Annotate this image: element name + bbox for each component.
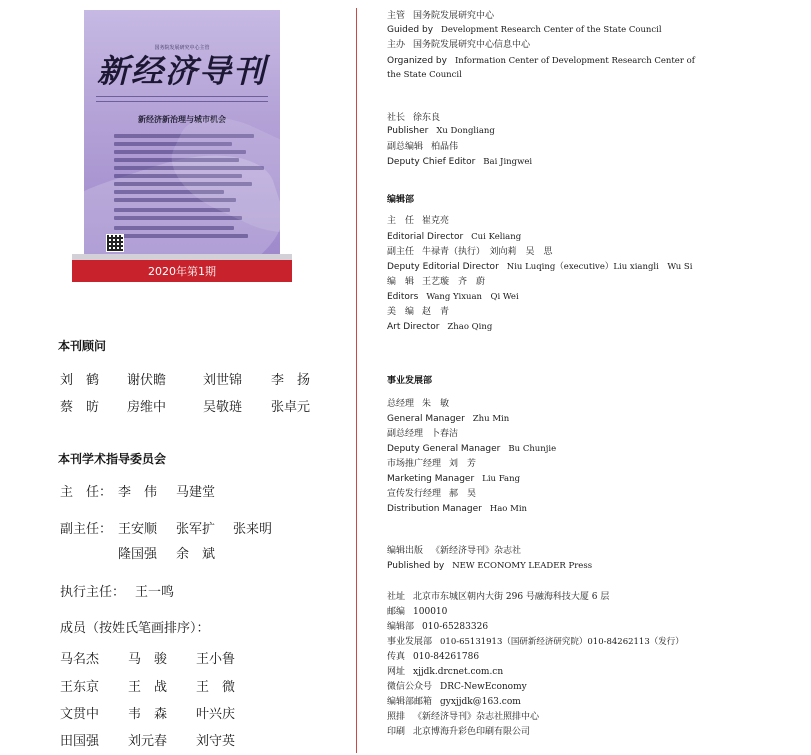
editors-cn-line: [387, 277, 485, 288]
editor-tel-line: [387, 622, 488, 633]
email-line: [387, 697, 521, 708]
cover-sponsor: 国务院发展研究中心主管: [154, 45, 210, 51]
member-name: 王东京: [60, 680, 100, 695]
cover-contents-lines: [114, 134, 274, 242]
fax-label: 传真: [387, 652, 406, 662]
committee-deputy-name: 王安顺: [118, 522, 158, 537]
advisor-name: 李 扬: [271, 373, 311, 388]
art-cn-line: [387, 307, 449, 318]
org-cn-label: 主办: [387, 40, 406, 50]
committee-director-name: 李 伟: [118, 485, 158, 500]
email-value[interactable]: gyxjjdk@163.com: [440, 697, 521, 707]
marketing-cn-label: 市场推广经理: [387, 459, 442, 469]
issue-band: [72, 260, 292, 282]
guided-cn-label: 主管: [387, 11, 406, 21]
email-label: 编辑部邮箱: [387, 697, 433, 707]
editorial-director-en-value: Cui Keliang: [471, 232, 522, 242]
typeset-line: [387, 712, 539, 723]
editorial-director-cn-line: [387, 216, 449, 227]
typeset-label: 照排: [387, 712, 406, 722]
pub-cn-value: 《新经济导刊》杂志社: [431, 546, 522, 556]
address-value: 北京市东城区朝内大街 296 号融海科技大厦 6 层: [413, 592, 610, 602]
deputy-chief-cn-label: 副总编辑: [387, 142, 424, 152]
editors-cn-value: 王艺璇 齐 蔚: [422, 277, 486, 287]
wechat-value: DRC-NewEconomy: [440, 682, 527, 692]
magazine-cover: [72, 10, 292, 282]
advisor-name: 吴敬琏: [203, 400, 243, 415]
fax-value: 010-84261786: [413, 652, 480, 662]
address-label: 社址: [387, 592, 406, 602]
distribution-cn-line: [387, 489, 476, 500]
gm-en-value: Zhu Min: [472, 414, 510, 424]
distribution-en-value: Hao Min: [489, 504, 528, 514]
address-line: [387, 592, 609, 603]
editorial-director-cn-label: 主 任: [387, 216, 415, 226]
org-en-line-2: [387, 70, 462, 81]
committee-director-name: 马建堂: [176, 485, 216, 500]
website-line: [387, 667, 503, 678]
member-name: 文贯中: [60, 707, 100, 722]
marketing-cn-value: 刘 芳: [449, 459, 477, 469]
member-name: 马 骏: [128, 652, 168, 667]
gm-cn-line: [387, 399, 449, 410]
committee-deputy-name: 隆国强: [118, 547, 158, 562]
wechat-label: 微信公众号: [387, 682, 433, 692]
committee-deputy-name: 张军扩: [176, 522, 216, 537]
member-name: 王小鲁: [196, 652, 236, 667]
art-en-line: [387, 322, 492, 333]
marketing-en-label: Marketing Manager: [387, 474, 475, 484]
art-cn-value: 赵 青: [422, 307, 450, 317]
publisher-cn-value: 徐东良: [413, 113, 441, 123]
org-en-value: Information Center of Development Research Center of: [454, 56, 695, 66]
biz-tel-label: 事业发展部: [387, 637, 433, 647]
publisher-cn-line: [387, 113, 440, 124]
cover-masthead: 新经济导刊: [96, 52, 267, 90]
advisor-name: 刘世锦: [203, 373, 243, 388]
pub-en-value: NEW ECONOMY LEADER Press: [452, 561, 593, 571]
dgm-en-line: [387, 444, 556, 455]
pub-cn-label: 编辑出版: [387, 546, 424, 556]
editors-en-line: [387, 292, 519, 303]
editorial-deputy-en-line: [387, 262, 692, 273]
member-name: 叶兴庆: [196, 707, 236, 722]
distribution-en-line: [387, 504, 527, 515]
member-name: 王 战: [128, 680, 168, 695]
publisher-org-en-line: [387, 561, 592, 572]
editorial-director-en-label: Editorial Director: [387, 232, 464, 242]
dgm-en-value: Bu Chunjie: [508, 444, 557, 454]
org-en-value-2: the State Council: [387, 70, 462, 80]
member-name: 韦 森: [128, 707, 168, 722]
art-en-label: Art Director: [387, 322, 440, 332]
cover-info-strip: [96, 96, 268, 102]
committee-members-title: 成员（按姓氏笔画排序）：: [60, 621, 210, 636]
biz-tel-line: [387, 637, 684, 648]
cover-headline: 新经济新治理与城市机会: [138, 115, 226, 124]
business-title: 事业发展部: [387, 376, 433, 386]
advisor-name: 蔡 昉: [60, 400, 100, 415]
org-en-label: Organized by: [387, 56, 447, 66]
editorial-deputy-cn-label: 副主任: [387, 247, 415, 257]
committee-deputy-name: 余 斌: [176, 547, 216, 562]
print-label: 印刷: [387, 727, 406, 737]
dgm-cn-label: 副总经理: [387, 429, 424, 439]
member-name: 王 微: [196, 680, 236, 695]
marketing-cn-line: [387, 459, 476, 470]
publisher-en-value: Xu Dongliang: [436, 126, 495, 136]
editorial-director-en-line: [387, 232, 521, 243]
committee-title: 本刊学术指导委员会: [58, 452, 167, 466]
dgm-cn-line: [387, 429, 458, 440]
advisors-title: 本刊顾问: [58, 339, 107, 353]
dgm-en-label: Deputy General Manager: [387, 444, 501, 454]
cover-image: [84, 10, 280, 260]
gm-en-label: General Manager: [387, 414, 465, 424]
gm-cn-label: 总经理: [387, 399, 415, 409]
guided-cn-line: [387, 11, 494, 22]
advisor-name: 谢伏瞻: [127, 373, 167, 388]
editor-tel-label: 编辑部: [387, 622, 415, 632]
advisor-name: 房维中: [127, 400, 167, 415]
guided-en-line: [387, 25, 662, 36]
deputy-chief-en-value: Bai Jingwei: [483, 157, 533, 167]
guided-cn-value: 国务院发展研究中心: [413, 11, 495, 21]
editor-tel-value: 010-65283326: [422, 622, 489, 632]
website-label: 网址: [387, 667, 406, 677]
member-name: 田国强: [60, 734, 100, 749]
art-en-value: Zhao Qing: [447, 322, 493, 332]
editors-cn-label: 编 辑: [387, 277, 415, 287]
distribution-cn-label: 宣传发行经理: [387, 489, 442, 499]
postcode-line: [387, 607, 447, 618]
pub-en-label: Published by: [387, 561, 445, 571]
guided-en-value: Development Research Center of the State Council: [441, 25, 662, 35]
print-line: [387, 727, 530, 738]
marketing-en-line: [387, 474, 520, 485]
org-cn-value: 国务院发展研究中心信息中心: [413, 40, 531, 50]
committee-director-label: 主 任：: [60, 485, 113, 500]
fax-line: [387, 652, 479, 663]
editors-en-label: Editors: [387, 292, 419, 302]
distribution-en-label: Distribution Manager: [387, 504, 482, 514]
deputy-chief-en-label: Deputy Chief Editor: [387, 157, 476, 167]
print-value: 北京博海升彩色印刷有限公司: [413, 727, 531, 737]
committee-deputy-name: 张来明: [233, 522, 273, 537]
member-name: 马名杰: [60, 652, 100, 667]
postcode-value: 100010: [413, 607, 448, 617]
editorial-deputy-cn-line: [387, 247, 553, 258]
wechat-line: [387, 682, 527, 693]
gm-en-line: [387, 414, 509, 425]
deputy-chief-cn-line: [387, 142, 458, 153]
publisher-en-line: [387, 126, 495, 137]
member-name: 刘守英: [196, 734, 236, 749]
editorial-deputy-en-label: Deputy Editorial Director: [387, 262, 499, 272]
publisher-org-cn-line: [387, 546, 521, 557]
column-divider: [356, 8, 357, 753]
advisor-name: 刘 鹤: [60, 373, 100, 388]
publisher-cn-label: 社长: [387, 113, 406, 123]
biz-tel-value: 010-65131913（国研新经济研究院）010-84262113（发行）: [440, 637, 684, 647]
qr-code-icon: [106, 234, 124, 252]
deputy-chief-en-line: [387, 157, 532, 168]
editorial-deputy-cn-value: 牛禄青（执行） 刘向莉 吴 思: [422, 247, 553, 257]
guided-en-label: Guided by: [387, 25, 434, 35]
org-en-line: [387, 56, 695, 67]
editorial-title: 编辑部: [387, 195, 415, 205]
publisher-en-label: Publisher: [387, 126, 429, 136]
editorial-deputy-en-value: Niu Luqing（executive）Liu xiangli Wu Si: [506, 262, 693, 272]
committee-executive-label: 执行主任：: [60, 585, 126, 600]
committee-executive-name: 王一鸣: [135, 585, 175, 600]
typeset-value: 《新经济导刊》杂志社照排中心: [413, 712, 540, 722]
member-name: 刘元春: [128, 734, 168, 749]
postcode-label: 邮编: [387, 607, 406, 617]
website-value[interactable]: xjjdk.drcnet.com.cn: [413, 667, 504, 677]
distribution-cn-value: 郝 昊: [449, 489, 477, 499]
dgm-cn-value: 卜春洁: [431, 429, 459, 439]
committee-deputy-label: 副主任：: [60, 522, 113, 537]
org-cn-line: [387, 40, 530, 51]
editorial-director-cn-value: 崔克亮: [422, 216, 450, 226]
issue-label: 2020年第1期: [148, 265, 216, 278]
gm-cn-value: 朱 敏: [422, 399, 450, 409]
deputy-chief-cn-value: 柏晶伟: [431, 142, 459, 152]
marketing-en-value: Liu Fang: [482, 474, 521, 484]
art-cn-label: 美 编: [387, 307, 415, 317]
editors-en-value: Wang Yixuan Qi Wei: [426, 292, 519, 302]
advisor-name: 张卓元: [271, 400, 311, 415]
